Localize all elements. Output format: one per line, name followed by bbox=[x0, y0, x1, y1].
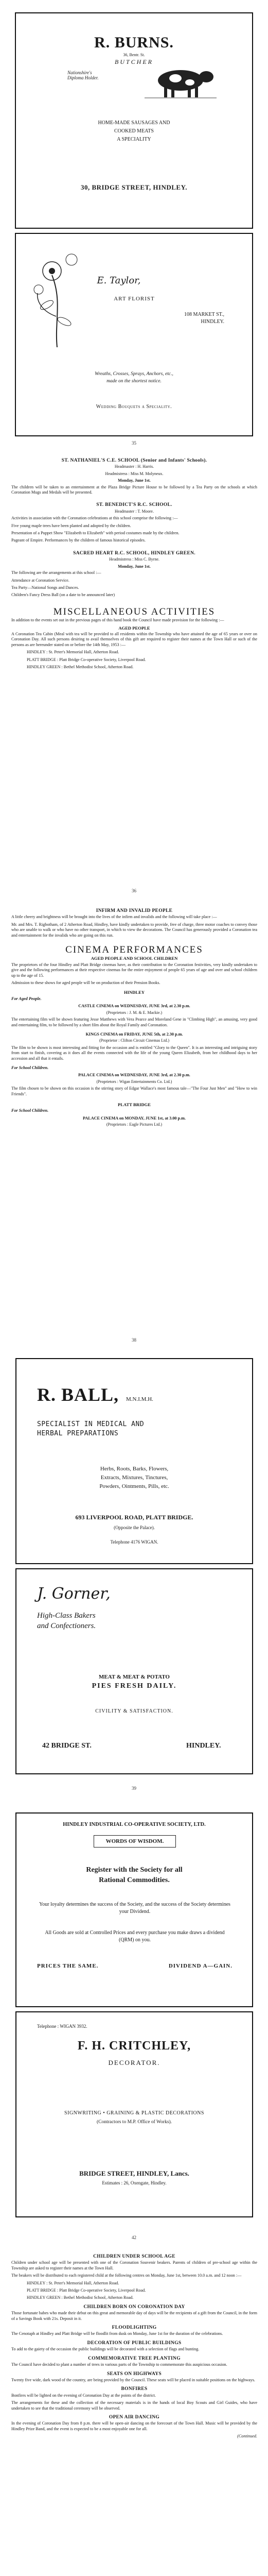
stnath-title: ST. NATHANIEL'S C.E. SCHOOL (Senior and Infants' Schools). bbox=[61, 458, 207, 463]
taylor-ad bbox=[15, 233, 253, 436]
children-title: CHILDREN UNDER SCHOOL AGE bbox=[93, 2254, 175, 2259]
gorner-ad bbox=[15, 1568, 253, 1774]
deco-text: To add to the gaiety of the occasion the public buildings will be decorated with a selection of flags and bunting. bbox=[11, 2347, 200, 2352]
stbene-text3: Presentation of a Puppet Show "Elizabeth to Elizabeth" with period costumes made by the children. bbox=[11, 531, 180, 536]
critchley-estimates: Estimates : 26, Oxengate, Hindley. bbox=[102, 2180, 167, 2185]
burns-line2: COOKED MEATS bbox=[114, 128, 154, 134]
castle-prop: (Proprietors : J. M. & E. Mackie.) bbox=[106, 1010, 163, 1015]
coop-dividend: DIVIDEND A—GAIN. bbox=[168, 1963, 233, 1969]
coop-motto: WORDS OF WISDOM. bbox=[94, 1835, 176, 1848]
taylor-line3: Wedding Bouquets a Speciality. bbox=[96, 404, 172, 410]
taylor-addr1: 108 MARKET ST., bbox=[184, 312, 224, 317]
ball-list2: Extracts, Mixtures, Tinctures, bbox=[100, 1475, 168, 1481]
stbene-title: ST. BENEDICT'S R.C. SCHOOL. bbox=[96, 502, 172, 508]
gorner-tag2: and Confectioners. bbox=[37, 1622, 96, 1630]
page-ads-burns-taylor bbox=[0, 0, 268, 448]
page-number: 35 bbox=[132, 440, 136, 446]
seats-title: SEATS ON HIGHWAYS bbox=[107, 2371, 162, 2377]
taylor-line2: made on the shortest notice. bbox=[106, 379, 162, 384]
coop-register1: Register with the Society for all bbox=[86, 1866, 183, 1874]
page-number: 36 bbox=[132, 888, 136, 893]
schools-head: For School Children. bbox=[11, 1065, 49, 1070]
castle-line: CASTLE CINEMA on WEDNESDAY, JUNE 3rd, at 2.30 p.m. bbox=[78, 1004, 190, 1009]
page-schools bbox=[0, 449, 268, 897]
ball-name: R. BALL, bbox=[37, 1384, 119, 1405]
seats-text: Twenty five wide, dark wood of the country, are being provided by the Council. These seats will be placed in suitable positions on the highways. bbox=[11, 2377, 255, 2382]
palace-text: The film chosen to be shown on this occasion is the stirring story of Edgar Wallace's most famous tale—"The Four Just Men" and "How to win Friends". bbox=[11, 1086, 257, 1096]
sacred-text4: Children's Fancy Dress Ball (on a date to be announced later) bbox=[11, 592, 115, 598]
stnath-head2: Headmistress : Miss M. Molyneux. bbox=[105, 471, 164, 476]
page-ads-ball-gorner bbox=[0, 1348, 268, 1796]
children-list2: PLATT BRIDGE : Platt Bridge Co-operative Society, Liverpool Road. bbox=[27, 2288, 146, 2293]
coop-title: HINDLEY INDUSTRIAL CO-OPERATIVE SOCIETY, LTD. bbox=[63, 1822, 206, 1827]
palace-prop: (Proprietors : Wigan Entertainments Co. Ltd.) bbox=[96, 1079, 172, 1084]
ball-list3: Powders, Ointments, Pills, etc. bbox=[99, 1483, 169, 1489]
aged-list1: HINDLEY : St. Peter's Memorial Hall, Atherton Road. bbox=[27, 650, 119, 655]
stnath-text: The children will be taken to an entertainment at the Plaza Bridge Picture House to be followed by a Tea Party on the schools at which Coronation Mugs and Medals will be presented. bbox=[11, 484, 257, 495]
critchley-line1: SIGNWRITING • GRAINING & PLASTIC DECORATIONS bbox=[64, 2110, 204, 2116]
gorner-town: HINDLEY. bbox=[186, 1742, 221, 1750]
sacred-head: Headmistress : Miss C. Byrne. bbox=[109, 557, 159, 562]
flood-title: FLOODLIGHTING bbox=[112, 2325, 157, 2331]
stnath-time: Monday, June 1st. bbox=[118, 478, 151, 483]
coop-prices: PRICES THE SAME. bbox=[37, 1963, 99, 1969]
cinema-title: CINEMA PERFORMANCES bbox=[65, 944, 203, 956]
gorner-name: J. Gorner, bbox=[37, 1585, 111, 1603]
page-children bbox=[0, 2246, 268, 2576]
aged-list2: PLATT BRIDGE : Platt Bridge Co-operative Society, Liverpool Road. bbox=[27, 657, 146, 662]
burns-note bbox=[67, 70, 129, 80]
children-text2: The beakers will be distributed to each registered child at the following centres on Monday, June 1st, between 10.0 a.m. and 12 noon :— bbox=[11, 2273, 242, 2278]
ball-spec2: HERBAL PREPARATIONS bbox=[37, 1430, 119, 1437]
ball-quals: M.N.I.M.H. bbox=[126, 1396, 153, 1402]
burns-ad bbox=[15, 12, 253, 229]
deco-title: DECORATION OF PUBLIC BUILDINGS bbox=[87, 2340, 182, 2346]
taylor-addr2: HINDLEY. bbox=[201, 319, 224, 325]
coop-ad bbox=[15, 1812, 253, 2007]
born-text: Those fortunate babes who made their debut on this great and memorable day of days will be the recipients of a gift from the Council, in the form of a Savings Book with 21s. Deposit in it. bbox=[11, 2311, 257, 2321]
taylor-line1: Wreaths, Crosses, Sprays, Anchors, etc., bbox=[95, 371, 173, 377]
kings-line: KINGS CINEMA on FRIDAY, JUNE 5th, at 2.30 p.m. bbox=[85, 1031, 183, 1037]
dance-title: OPEN AIR DANCING bbox=[109, 2414, 160, 2420]
palace-line: PALACE CINEMA on WEDNESDAY, JUNE 3rd, at 2.30 p.m. bbox=[78, 1073, 190, 1078]
aged-list3: HINDLEY GREEN : Bethel Methodist School, Atherton Road. bbox=[27, 664, 134, 669]
aged-title: AGED PEOPLE bbox=[118, 625, 150, 631]
gorner-line3: CIVILITY & SATISFACTION. bbox=[95, 1708, 173, 1714]
misc-intro: In addition to the events set out in the previous pages of this hand book the Council have made provision for the following :— bbox=[11, 618, 224, 623]
tree-text: The Council have decided to plant a number of trees in various parts of the Township to commemorate this auspicious occasion. bbox=[11, 2362, 227, 2367]
kings-text: The film to be shown is most interesting and fitting for the occasion and is entitled "Glory to the Queen". It is an interesting and intriguing story from start to finish, covering as it does all the events connected with the life of the young Queen Elizabeth, from her childhood days to her accession and all that it entails. bbox=[11, 1045, 257, 1061]
page-cinema bbox=[0, 899, 268, 1347]
ball-address: 693 LIVERPOOL ROAD, PLATT BRIDGE. bbox=[75, 1514, 193, 1521]
taylor-name: E. Taylor, bbox=[97, 275, 141, 286]
page-number: 42 bbox=[132, 2235, 136, 2240]
critchley-line2: (Contractors to M.P. Office of Works). bbox=[96, 2120, 172, 2125]
critchley-phone: Telephone : WIGAN 3932. bbox=[37, 2024, 87, 2029]
sacred-text1: The following are the arrangements at this school :— bbox=[11, 570, 101, 575]
burns-line1: HOME-MADE SAUSAGES AND bbox=[98, 120, 170, 126]
burns-address: 30, BRIDGE STREET, HINDLEY. bbox=[80, 183, 188, 191]
ball-ad bbox=[15, 1358, 253, 1564]
burns-role: BUTCHER bbox=[115, 58, 153, 65]
kings-prop: (Proprietor : Clifton Circuit Cinemas Ltd.) bbox=[99, 1038, 169, 1043]
gorner-line2: PIES FRESH DAILY. bbox=[92, 1682, 177, 1690]
cow-illustration-icon bbox=[145, 59, 217, 100]
misc-title: MISCELLANEOUS ACTIVITIES bbox=[53, 606, 216, 617]
ball-spec1: SPECIALIST IN MEDICAL AND bbox=[37, 1420, 145, 1428]
burns-line3: A SPECIALITY bbox=[117, 137, 151, 142]
sacred-text2: Attendance at Coronation Service. bbox=[11, 578, 69, 583]
bonfire-text: Bonfires will be lighted on the evening of Coronation Day at the points of the district. bbox=[11, 2393, 156, 2398]
ball-opposite: (Opposite the Palace). bbox=[114, 1525, 155, 1530]
ball-phone: Telephone 4176 WIGAN. bbox=[110, 1539, 158, 1545]
taylor-role: ART FLORIST bbox=[114, 296, 155, 302]
castle-text: The entertaining film will be shown featuring Jesse Matthews with Vera Pearce and Moreland Gene in "Climbing High", an amusing, very good and entertaining film, to be followed by a short film about the Royal Family and Coronation. bbox=[11, 1017, 257, 1027]
gorner-address: 42 BRIDGE ST. bbox=[42, 1742, 92, 1750]
aged-text: A Coronation Tea Cabin (Meal with tea will be provided to all residents within the Township who have attained the age of 65 years or over on Coronation Day. All such persons desiring to avail themselves of this gift are required to register their names at the Town Hall or such of the persons as are hereunder stated on or before the 14th May, 1953 :— bbox=[11, 631, 257, 647]
page-number: 39 bbox=[132, 1786, 136, 1791]
children-text: Children under school age will be presented with one of the Coronation Souvenir beakers. Parents of children of pre-school age within the Township are asked to register their names at the Town Hall. bbox=[11, 2260, 257, 2270]
continued-note: (Continued. bbox=[237, 2434, 257, 2439]
cinema-sub: AGED PEOPLE AND SCHOOL CHILDREN bbox=[91, 956, 178, 961]
coop-register2: Rational Commodities. bbox=[99, 1876, 170, 1884]
flood-text: The Cenotaph at Hindley and Platt Bridge will be floodlit from dusk on Monday, June 1st for the duration of the celebrations. bbox=[11, 2331, 223, 2336]
burns-sub: 36, Bentr. St. bbox=[123, 53, 145, 57]
platt-prop: (Proprietors : Eagle Pictures Ltd.) bbox=[106, 1122, 163, 1127]
stbene-head: Headmaster : T. Moore. bbox=[115, 509, 154, 514]
tree-title: COMMEMORATIVE TREE PLANTING bbox=[88, 2355, 181, 2361]
platt-palace: PALACE CINEMA on MONDAY, JUNE 1st, at 3.00 p.m. bbox=[82, 1115, 186, 1121]
aged-head: For Aged People. bbox=[11, 996, 42, 1001]
dance-text: In the evening of Coronation Day from 8 p.m. there will be open-air dancing on the forecourt of the Town Hall. Music will be provided by the Hindley Prize Band, and the event is expected to be a most enjoyable one for all. bbox=[11, 2421, 257, 2431]
sacred-title: SACRED HEART R.C. SCHOOL, HINDLEY GREEN. bbox=[73, 550, 195, 556]
children-list3: HINDLEY GREEN : Bethel Methodist School, Atherton Road. bbox=[27, 2295, 134, 2300]
coop-text2: All Goods are sold at Controlled Prices and every purchase you make draws a dividend (QRM) on you. bbox=[45, 1930, 225, 1943]
stbene-text1: Activities in association with the Coronation celebrations at this school comprise the following :— bbox=[11, 516, 178, 521]
platt-schools: For School Children. bbox=[11, 1108, 49, 1113]
burns-note1: Nationshire's bbox=[67, 70, 92, 75]
burns-note2: Diploma Holder. bbox=[67, 75, 99, 80]
bonfire-text2: The arrangements for these and the collection of the necessary materials is in the hands of local Boy Scouts and Girl Guides, who have undertaken to see that the traditional ceremony will be observed. bbox=[11, 2400, 257, 2411]
born-title: CHILDREN BORN ON CORONATION DAY bbox=[83, 2304, 185, 2310]
invalid-title: INFIRM AND INVALID PEOPLE bbox=[96, 908, 173, 913]
cinema-adm: Admission to these shows for aged people will be on production of their Pension Books. bbox=[11, 980, 160, 986]
stbene-text4: Pageant of Empire. Performances by the children of famous historical episodes. bbox=[11, 538, 146, 543]
flower-illustration-icon bbox=[26, 244, 88, 347]
invalid-text: A little cheery and brightness will be brought into the lives of the infirm and invalids and the following will take place :— bbox=[11, 914, 217, 920]
critchley-name: F. H. CRITCHLEY, bbox=[77, 2039, 191, 2053]
page-number: 38 bbox=[132, 1337, 136, 1343]
page-ads-coop-critchley bbox=[0, 1797, 268, 2245]
children-list1: HINDLEY : St. Peter's Memorial Hall, Atherton Road. bbox=[27, 2280, 119, 2285]
stbene-text2: Five young maple trees have been planted and adopted by the children. bbox=[11, 523, 131, 528]
critchley-role: DECORATOR. bbox=[108, 2059, 160, 2066]
gorner-line1: MEAT & MEAT & POTATO bbox=[99, 1674, 170, 1680]
stnath-head1: Headmaster : H. Harris. bbox=[114, 464, 154, 469]
cinema-intro: The proprietors of the four Hindley and Platt Bridge cinemas have, as their contribution to the Coronation festivities, very kindly undertaken to give and the following performances at their respective cinemas for the entire enjoyment of people 65 years of age and over and school children up to the age of 15. bbox=[11, 962, 257, 978]
sacred-text3: Tea Party—National Songs and Dances. bbox=[11, 585, 79, 590]
bonfire-title: BONFIRES bbox=[121, 2386, 148, 2392]
critchley-address: BRIDGE STREET, HINDLEY, Lancs. bbox=[79, 2170, 189, 2177]
hindley-head: HINDLEY bbox=[123, 990, 145, 995]
coop-text1: Your loyalty determines the success of the Society, and the success of the Society determines your Dividend. bbox=[39, 1902, 230, 1914]
sacred-time: Monday, June 1st. bbox=[118, 564, 151, 569]
platt-head: PLATT BRIDGE bbox=[118, 1101, 151, 1107]
critchley-ad bbox=[15, 2011, 253, 2217]
invalid-text2: Mr. and Mrs. T. Rigbotham, of 2 Atherton Road, Hindley, have kindly undertaken to provide, free of charge, three motor coaches to convey those who are unable to walk or who have no other transport, in which to view the decorations. The Council has generously provided a Coronation tea and entertainment for the invalids who are going on this run. bbox=[11, 922, 257, 938]
gorner-tag1: High-Class Bakers bbox=[37, 1612, 96, 1620]
burns-name: R. BURNS. bbox=[94, 34, 174, 51]
ball-list1: Herbs, Roots, Barks, Flowers, bbox=[100, 1466, 169, 1472]
